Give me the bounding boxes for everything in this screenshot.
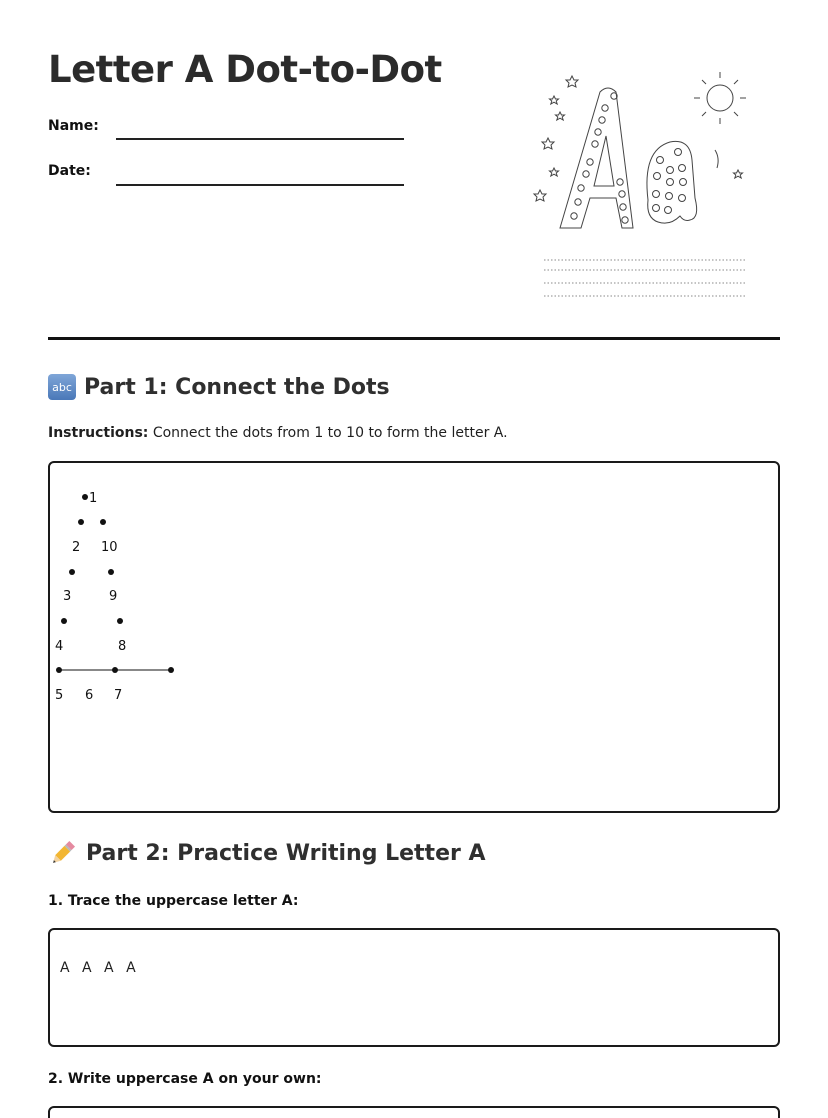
- dot-to-dot-canvas[interactable]: [50, 463, 778, 811]
- name-label: Name:: [48, 118, 99, 134]
- write-area[interactable]: [48, 1106, 780, 1118]
- dot-10[interactable]: [100, 519, 106, 525]
- letter-a-dot-illustration-icon: [530, 70, 750, 305]
- dot-label-5: 5: [55, 688, 64, 703]
- trace-area[interactable]: [48, 928, 780, 1047]
- dot-label-8: 8: [118, 639, 127, 654]
- dot-label-9: 9: [109, 589, 118, 604]
- part2-heading-text: Part 2: Practice Writing Letter A: [86, 840, 486, 866]
- part1-heading-text: Part 1: Connect the Dots: [84, 374, 390, 400]
- dot-9[interactable]: [108, 569, 114, 575]
- part1-heading: [48, 374, 390, 400]
- trace-letters: A A A A: [60, 960, 137, 976]
- dot-4[interactable]: [61, 618, 67, 624]
- instructions-label: Instructions:: [48, 425, 149, 441]
- dot-1[interactable]: [82, 494, 88, 500]
- dot-label-1: 1: [89, 491, 98, 506]
- date-label: Date:: [48, 163, 91, 179]
- dot-7[interactable]: [168, 667, 174, 673]
- dot-3[interactable]: [69, 569, 75, 575]
- dot-label-2: 2: [72, 540, 81, 555]
- trace-heading: 1. Trace the uppercase letter A:: [48, 893, 299, 909]
- date-field[interactable]: [116, 184, 404, 186]
- dot-label-4: 4: [55, 639, 64, 654]
- section-divider: [48, 337, 780, 340]
- write-heading: 2. Write uppercase A on your own:: [48, 1071, 322, 1087]
- dot-label-10: 10: [101, 540, 118, 555]
- name-field[interactable]: [116, 138, 404, 140]
- instructions-text: Connect the dots from 1 to 10 to form the letter A.: [148, 425, 508, 441]
- part2-heading: [48, 838, 486, 868]
- dot-label-7: 7: [114, 688, 123, 703]
- dot-label-6: 6: [85, 688, 94, 703]
- dot-6[interactable]: [112, 667, 118, 673]
- instructions: [48, 425, 508, 441]
- page-title: Letter A Dot-to-Dot: [48, 48, 442, 91]
- dot-2[interactable]: [78, 519, 84, 525]
- dot-5[interactable]: [56, 667, 62, 673]
- pencil-icon: [48, 838, 78, 868]
- connect-dots-area[interactable]: [48, 461, 780, 813]
- dot-label-3: 3: [63, 589, 72, 604]
- abc-icon: abc: [48, 374, 76, 400]
- dot-8[interactable]: [117, 618, 123, 624]
